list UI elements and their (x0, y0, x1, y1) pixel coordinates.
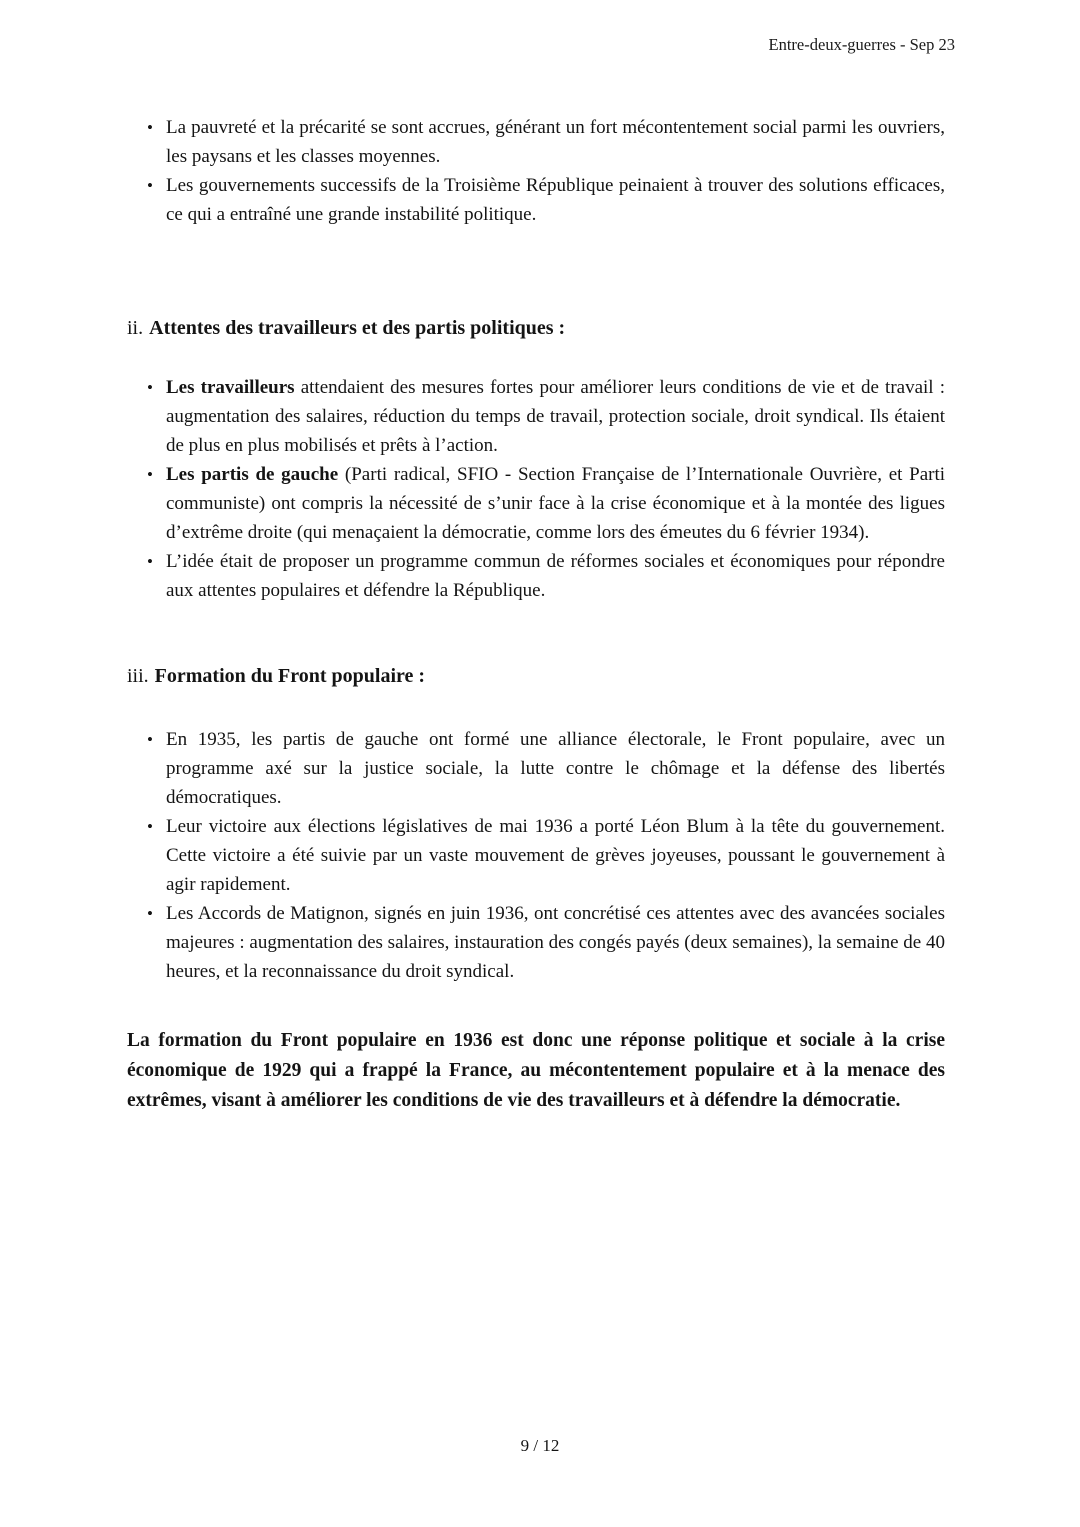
list-item (166, 547, 945, 605)
bullet-lead-bold: Les travailleurs (166, 377, 295, 398)
page-number: 9 / 12 (520, 1436, 560, 1455)
list-item (166, 113, 945, 171)
section-heading-iii (127, 661, 945, 691)
section-ii-bullet-list (127, 373, 945, 605)
section-heading-ii (127, 313, 945, 343)
list-item (166, 373, 945, 460)
list-item (166, 812, 945, 899)
page-footer (0, 1434, 1080, 1458)
section-title: Formation du Front populaire : (154, 665, 426, 687)
bullet-text: L’idée était de proposer un programme commun de réformes sociales et économiques pour répondre aux attentes populaires et défendre la République. (166, 551, 945, 601)
intro-bullet-list (127, 113, 945, 229)
list-item (166, 460, 945, 547)
bullet-text: attendaient des mesures fortes pour améliorer leurs conditions de vie et de travail : augmentation des salaires, réduction du temps de travail, protection sociale, droit syndical. Ils étaient de plus en plus mobilisés et prêts à l’action. (166, 377, 945, 456)
section-number: ii. (127, 317, 144, 339)
conclusion-paragraph: La formation du Front populaire en 1936 est donc une réponse politique et sociale à la crise économique de 1929 qui a frappé la France, au mécontentement populaire et à la menace des extrêmes, visant à améliorer les conditions de vie des travailleurs et à défendre la démocratie. (127, 1030, 945, 1111)
bullet-text: Les gouvernements successifs de la Troisième République peinaient à trouver des solutions efficaces, ce qui a entraîné une grande instabilité politique. (166, 175, 945, 225)
bullet-text: Leur victoire aux élections législatives de mai 1936 a porté Léon Blum à la tête du gouvernement. Cette victoire a été suivie par un vaste mouvement de grèves joyeuses, poussant le gouvernement à agir rapidement. (166, 816, 945, 895)
bullet-text: (Parti radical, SFIO - Section Française de l’Internationale Ouvrière, et Parti communiste) ont compris la nécessité de s’unir face à la crise économique et à la montée des ligues d’extrême droite (qui menaçaient la démocratie, comme lors des émeutes du 6 février 1934). (166, 464, 946, 543)
section-number: iii. (127, 665, 149, 687)
bullet-text: Les Accords de Matignon, signés en juin 1936, ont concrétisé ces attentes avec des avancées sociales majeures : augmentation des salaires, instauration des congés payés (deux semaines), la semaine de 40 heures, et la reconnaissance du droit syndical. (166, 903, 945, 982)
bullet-text: La pauvreté et la précarité se sont accrues, générant un fort mécontentement social parmi les ouvriers, les paysans et les classes moyennes. (166, 117, 945, 167)
header-title: Entre-deux-guerres - Sep 23 (768, 35, 955, 54)
section-iii-bullet-list (127, 725, 945, 986)
bullet-text: En 1935, les partis de gauche ont formé une alliance électorale, le Front populaire, avec un programme axé sur la justice sociale, la lutte contre le chômage et la défense des libertés démocratiques. (166, 729, 945, 808)
section-title: Attentes des travailleurs et des partis politiques : (149, 317, 566, 339)
document-content (127, 0, 945, 1116)
bullet-lead-bold: Les partis de gauche (166, 464, 339, 485)
list-item (166, 899, 945, 986)
list-item (166, 725, 945, 812)
list-item (166, 171, 945, 229)
